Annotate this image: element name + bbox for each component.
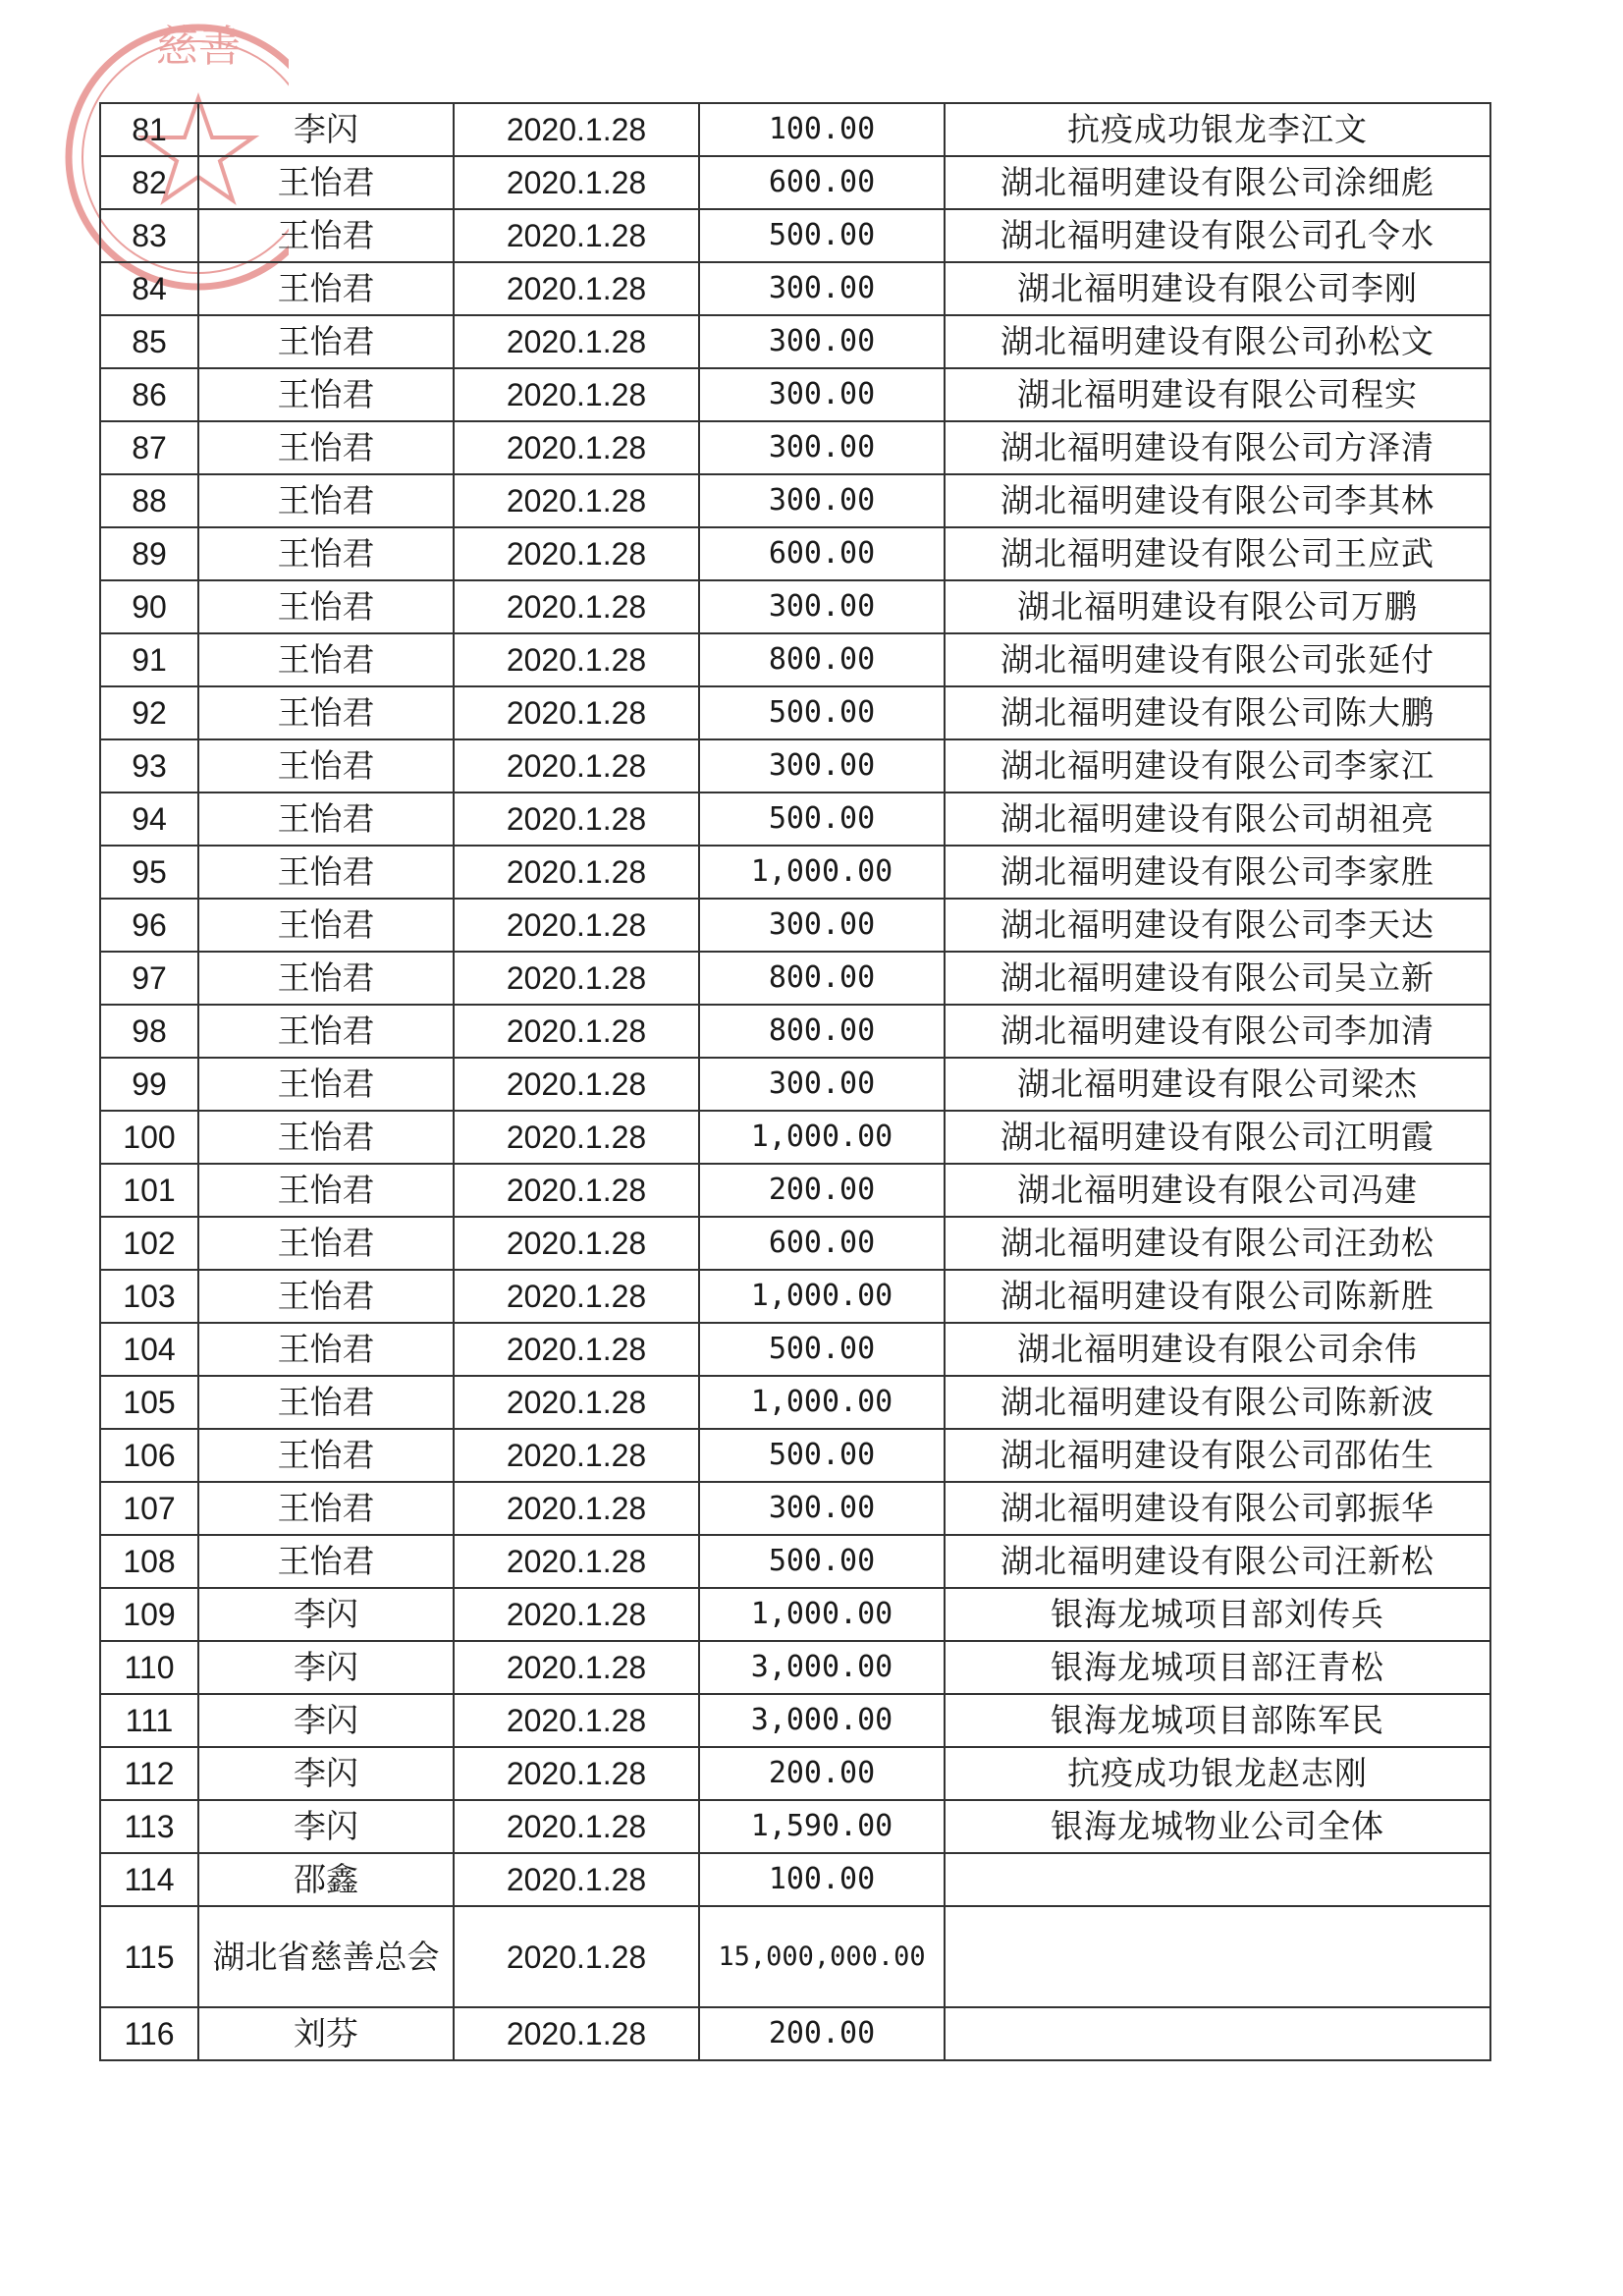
donation-note: 湖北福明建设有限公司汪新松	[945, 1535, 1490, 1588]
donation-amount: 100.00	[699, 103, 945, 156]
donation-amount: 300.00	[699, 739, 945, 793]
table-row	[100, 793, 1490, 846]
donation-date: 2020.1.28	[454, 527, 699, 580]
donation-amount: 200.00	[699, 1747, 945, 1800]
donation-date: 2020.1.28	[454, 315, 699, 368]
donor-name: 王怡君	[198, 1058, 454, 1111]
donation-amount: 300.00	[699, 474, 945, 527]
table-row	[100, 156, 1490, 209]
donation-note	[945, 1853, 1490, 1906]
table-row	[100, 1005, 1490, 1058]
table-row	[100, 315, 1490, 368]
donation-date: 2020.1.28	[454, 580, 699, 633]
table-row	[100, 1376, 1490, 1429]
donation-note: 湖北福明建设有限公司孔令水	[945, 209, 1490, 262]
table-row	[100, 368, 1490, 421]
donation-amount: 800.00	[699, 633, 945, 686]
donation-date: 2020.1.28	[454, 1376, 699, 1429]
donation-amount: 500.00	[699, 1535, 945, 1588]
donation-date: 2020.1.28	[454, 793, 699, 846]
table-row	[100, 1482, 1490, 1535]
donation-amount: 1,000.00	[699, 1111, 945, 1164]
donor-name: 王怡君	[198, 1005, 454, 1058]
row-number: 83	[100, 209, 198, 262]
donor-name: 王怡君	[198, 846, 454, 899]
donor-name: 李闪	[198, 103, 454, 156]
row-number: 89	[100, 527, 198, 580]
row-number: 105	[100, 1376, 198, 1429]
donor-name: 王怡君	[198, 899, 454, 952]
donation-date: 2020.1.28	[454, 1535, 699, 1588]
donation-note: 湖北福明建设有限公司冯建	[945, 1164, 1490, 1217]
row-number: 95	[100, 846, 198, 899]
row-number: 85	[100, 315, 198, 368]
table-row	[100, 686, 1490, 739]
donation-amount: 300.00	[699, 580, 945, 633]
donation-note: 银海龙城项目部刘传兵	[945, 1588, 1490, 1641]
donation-note: 湖北福明建设有限公司李家胜	[945, 846, 1490, 899]
donation-note: 湖北福明建设有限公司余伟	[945, 1323, 1490, 1376]
table-row	[100, 1906, 1490, 2007]
donation-date: 2020.1.28	[454, 1270, 699, 1323]
donor-name: 王怡君	[198, 580, 454, 633]
donation-note: 湖北福明建设有限公司陈新胜	[945, 1270, 1490, 1323]
donation-amount: 300.00	[699, 368, 945, 421]
row-number: 98	[100, 1005, 198, 1058]
row-number: 106	[100, 1429, 198, 1482]
donation-note: 湖北福明建设有限公司吴立新	[945, 952, 1490, 1005]
donation-amount: 600.00	[699, 1217, 945, 1270]
donor-name: 王怡君	[198, 474, 454, 527]
table-row	[100, 1800, 1490, 1853]
donor-name: 李闪	[198, 1588, 454, 1641]
donation-date: 2020.1.28	[454, 1482, 699, 1535]
donor-name: 李闪	[198, 1641, 454, 1694]
donation-date: 2020.1.28	[454, 739, 699, 793]
donation-date: 2020.1.28	[454, 899, 699, 952]
table-row	[100, 421, 1490, 474]
row-number: 97	[100, 952, 198, 1005]
donation-amount: 3,000.00	[699, 1641, 945, 1694]
donation-amount: 100.00	[699, 1853, 945, 1906]
svg-text:慈善: 慈善	[155, 22, 242, 72]
row-number: 103	[100, 1270, 198, 1323]
donation-note: 湖北福明建设有限公司邵佑生	[945, 1429, 1490, 1482]
donation-date: 2020.1.28	[454, 1429, 699, 1482]
donation-note: 湖北福明建设有限公司李其林	[945, 474, 1490, 527]
donation-amount: 500.00	[699, 1429, 945, 1482]
table-row	[100, 1429, 1490, 1482]
donor-name: 王怡君	[198, 209, 454, 262]
donor-name: 王怡君	[198, 739, 454, 793]
table-row	[100, 1270, 1490, 1323]
donation-note: 湖北福明建设有限公司涂细彪	[945, 156, 1490, 209]
donation-note	[945, 2007, 1490, 2060]
donation-amount: 1,000.00	[699, 1588, 945, 1641]
table-row	[100, 1111, 1490, 1164]
donation-date: 2020.1.28	[454, 156, 699, 209]
donation-note: 银海龙城项目部陈军民	[945, 1694, 1490, 1747]
donor-name: 王怡君	[198, 421, 454, 474]
table-row	[100, 1747, 1490, 1800]
donor-name: 刘芬	[198, 2007, 454, 2060]
donation-note: 抗疫成功银龙李江文	[945, 103, 1490, 156]
donor-name: 王怡君	[198, 1217, 454, 1270]
donation-date: 2020.1.28	[454, 1111, 699, 1164]
donor-name: 王怡君	[198, 1535, 454, 1588]
donor-name: 王怡君	[198, 262, 454, 315]
table-row	[100, 1164, 1490, 1217]
donation-date: 2020.1.28	[454, 1800, 699, 1853]
row-number: 88	[100, 474, 198, 527]
donation-ledger-table	[99, 102, 1491, 2061]
donation-amount: 1,000.00	[699, 1376, 945, 1429]
row-number: 99	[100, 1058, 198, 1111]
donation-note: 湖北福明建设有限公司江明霞	[945, 1111, 1490, 1164]
row-number: 86	[100, 368, 198, 421]
donation-date: 2020.1.28	[454, 1217, 699, 1270]
donor-name: 王怡君	[198, 315, 454, 368]
donation-date: 2020.1.28	[454, 474, 699, 527]
donation-date: 2020.1.28	[454, 1694, 699, 1747]
donation-note	[945, 1906, 1490, 2007]
row-number: 114	[100, 1853, 198, 1906]
row-number: 102	[100, 1217, 198, 1270]
donation-date: 2020.1.28	[454, 1906, 699, 2007]
donor-name: 王怡君	[198, 633, 454, 686]
table-row	[100, 899, 1490, 952]
donation-date: 2020.1.28	[454, 1588, 699, 1641]
donation-date: 2020.1.28	[454, 1005, 699, 1058]
table-row	[100, 209, 1490, 262]
row-number: 111	[100, 1694, 198, 1747]
table-row	[100, 1853, 1490, 1906]
donation-amount: 300.00	[699, 262, 945, 315]
row-number: 94	[100, 793, 198, 846]
donor-name: 王怡君	[198, 527, 454, 580]
row-number: 87	[100, 421, 198, 474]
donation-amount: 200.00	[699, 1164, 945, 1217]
donor-name: 邵鑫	[198, 1853, 454, 1906]
row-number: 116	[100, 2007, 198, 2060]
donation-note: 湖北福明建设有限公司孙松文	[945, 315, 1490, 368]
table-row	[100, 262, 1490, 315]
table-row	[100, 527, 1490, 580]
donation-amount: 300.00	[699, 1058, 945, 1111]
table-row	[100, 1694, 1490, 1747]
donation-amount: 1,000.00	[699, 846, 945, 899]
row-number: 93	[100, 739, 198, 793]
row-number: 84	[100, 262, 198, 315]
table-row	[100, 103, 1490, 156]
donation-amount: 300.00	[699, 1482, 945, 1535]
donation-date: 2020.1.28	[454, 1747, 699, 1800]
donation-note: 湖北福明建设有限公司程实	[945, 368, 1490, 421]
donor-name: 王怡君	[198, 686, 454, 739]
row-number: 91	[100, 633, 198, 686]
ledger-body	[100, 103, 1490, 2060]
table-row	[100, 1323, 1490, 1376]
donation-note: 湖北福明建设有限公司方泽清	[945, 421, 1490, 474]
donation-note: 湖北福明建设有限公司汪劲松	[945, 1217, 1490, 1270]
donation-amount: 15,000,000.00	[699, 1906, 945, 2007]
donation-date: 2020.1.28	[454, 1058, 699, 1111]
table-row	[100, 1588, 1490, 1641]
donation-amount: 800.00	[699, 952, 945, 1005]
row-number: 92	[100, 686, 198, 739]
row-number: 82	[100, 156, 198, 209]
donor-name: 王怡君	[198, 368, 454, 421]
table-row	[100, 846, 1490, 899]
donor-name: 王怡君	[198, 1111, 454, 1164]
donation-amount: 1,590.00	[699, 1800, 945, 1853]
donor-name: 王怡君	[198, 1482, 454, 1535]
donation-note: 湖北福明建设有限公司李家江	[945, 739, 1490, 793]
row-number: 110	[100, 1641, 198, 1694]
donation-date: 2020.1.28	[454, 421, 699, 474]
donation-amount: 300.00	[699, 899, 945, 952]
donation-date: 2020.1.28	[454, 1323, 699, 1376]
table-row	[100, 1058, 1490, 1111]
donation-amount: 500.00	[699, 793, 945, 846]
donation-date: 2020.1.28	[454, 103, 699, 156]
table-row	[100, 739, 1490, 793]
donation-note: 湖北福明建设有限公司王应武	[945, 527, 1490, 580]
donation-note: 银海龙城物业公司全体	[945, 1800, 1490, 1853]
donor-name: 王怡君	[198, 1429, 454, 1482]
donor-name: 王怡君	[198, 156, 454, 209]
row-number: 104	[100, 1323, 198, 1376]
donation-date: 2020.1.28	[454, 368, 699, 421]
donation-date: 2020.1.28	[454, 686, 699, 739]
donor-name: 李闪	[198, 1800, 454, 1853]
donor-name: 王怡君	[198, 952, 454, 1005]
row-number: 90	[100, 580, 198, 633]
row-number: 96	[100, 899, 198, 952]
donation-amount: 300.00	[699, 421, 945, 474]
donation-date: 2020.1.28	[454, 633, 699, 686]
donation-note: 湖北福明建设有限公司万鹏	[945, 580, 1490, 633]
donation-date: 2020.1.28	[454, 209, 699, 262]
table-row	[100, 2007, 1490, 2060]
row-number: 115	[100, 1906, 198, 2007]
donor-name: 王怡君	[198, 1164, 454, 1217]
donation-note: 湖北福明建设有限公司陈大鹏	[945, 686, 1490, 739]
donation-note: 湖北福明建设有限公司李天达	[945, 899, 1490, 952]
table-row	[100, 1641, 1490, 1694]
donation-date: 2020.1.28	[454, 1853, 699, 1906]
donation-amount: 500.00	[699, 686, 945, 739]
donor-name: 王怡君	[198, 1376, 454, 1429]
donation-note: 湖北福明建设有限公司梁杰	[945, 1058, 1490, 1111]
row-number: 108	[100, 1535, 198, 1588]
row-number: 81	[100, 103, 198, 156]
donor-name: 李闪	[198, 1694, 454, 1747]
table-row	[100, 633, 1490, 686]
donation-date: 2020.1.28	[454, 1164, 699, 1217]
row-number: 109	[100, 1588, 198, 1641]
donation-note: 抗疫成功银龙赵志刚	[945, 1747, 1490, 1800]
row-number: 101	[100, 1164, 198, 1217]
donation-date: 2020.1.28	[454, 1641, 699, 1694]
donation-note: 湖北福明建设有限公司胡祖亮	[945, 793, 1490, 846]
table-row	[100, 952, 1490, 1005]
donation-amount: 3,000.00	[699, 1694, 945, 1747]
donation-amount: 200.00	[699, 2007, 945, 2060]
donation-note: 湖北福明建设有限公司李刚	[945, 262, 1490, 315]
donor-name: 王怡君	[198, 1270, 454, 1323]
donation-date: 2020.1.28	[454, 952, 699, 1005]
donor-name: 李闪	[198, 1747, 454, 1800]
table-row	[100, 1217, 1490, 1270]
donation-amount: 1,000.00	[699, 1270, 945, 1323]
donation-date: 2020.1.28	[454, 262, 699, 315]
donation-amount: 300.00	[699, 315, 945, 368]
donation-date: 2020.1.28	[454, 2007, 699, 2060]
table-row	[100, 474, 1490, 527]
row-number: 107	[100, 1482, 198, 1535]
table-row	[100, 1535, 1490, 1588]
donation-note: 湖北福明建设有限公司李加清	[945, 1005, 1490, 1058]
donor-name: 王怡君	[198, 793, 454, 846]
donation-amount: 600.00	[699, 527, 945, 580]
donor-name: 王怡君	[198, 1323, 454, 1376]
row-number: 113	[100, 1800, 198, 1853]
donor-name: 湖北省慈善总会	[198, 1906, 454, 2007]
donation-note: 湖北福明建设有限公司陈新波	[945, 1376, 1490, 1429]
donation-amount: 600.00	[699, 156, 945, 209]
donation-amount: 800.00	[699, 1005, 945, 1058]
donation-amount: 500.00	[699, 209, 945, 262]
donation-note: 银海龙城项目部汪青松	[945, 1641, 1490, 1694]
donation-note: 湖北福明建设有限公司张延付	[945, 633, 1490, 686]
donation-date: 2020.1.28	[454, 846, 699, 899]
row-number: 112	[100, 1747, 198, 1800]
donation-amount: 500.00	[699, 1323, 945, 1376]
row-number: 100	[100, 1111, 198, 1164]
donation-note: 湖北福明建设有限公司郭振华	[945, 1482, 1490, 1535]
table-row	[100, 580, 1490, 633]
